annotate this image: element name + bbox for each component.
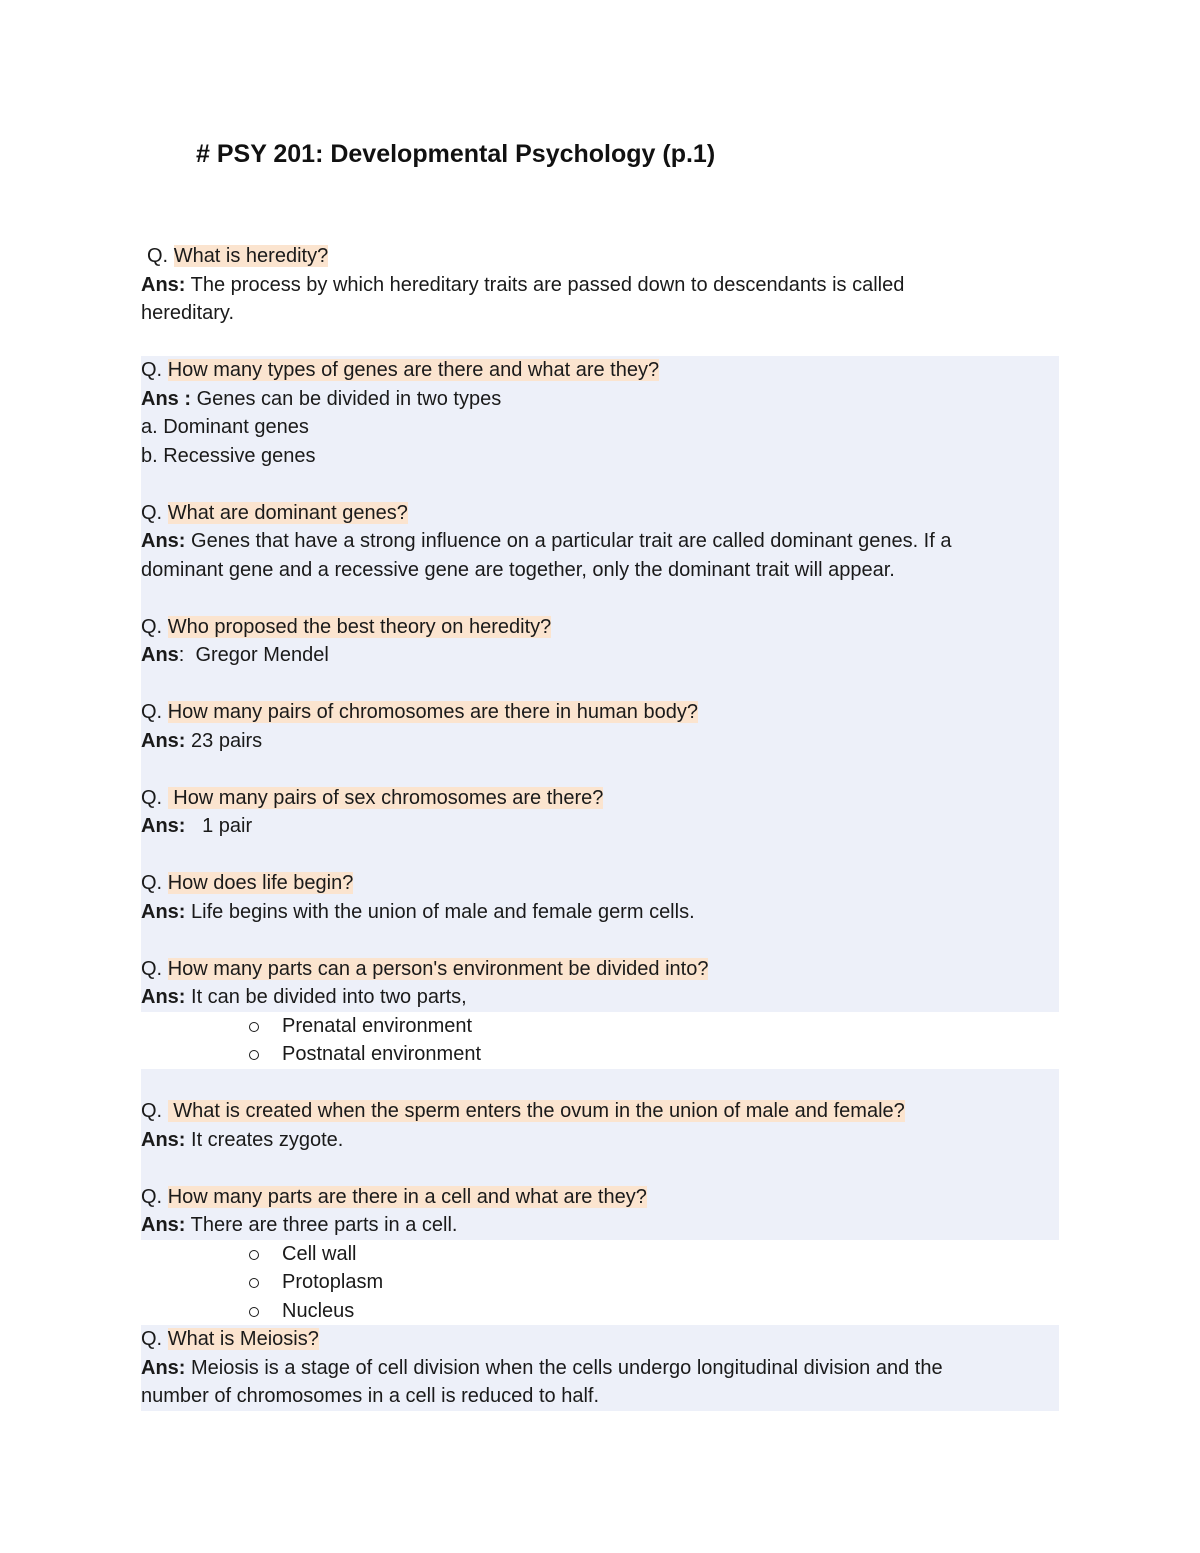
list-item: Protoplasm	[141, 1268, 1059, 1297]
question-prefix: Q.	[141, 1185, 163, 1208]
answer-line	[141, 727, 1059, 756]
question-prefix: Q.	[141, 786, 163, 809]
list-item: Prenatal environment	[141, 1012, 1059, 1041]
question-text: Who proposed the best theory on heredity?	[167, 615, 552, 638]
answer-text: hereditary.	[141, 302, 235, 324]
answer-text: 23 pairs	[191, 729, 263, 752]
answer-label: Ans:	[141, 273, 186, 296]
answer-label: Ans:	[141, 1214, 186, 1236]
answer-label: Ans:	[141, 986, 186, 1008]
bullet-list	[141, 1012, 1059, 1069]
answer-label: Ans:	[141, 1128, 186, 1151]
answer-line	[141, 1354, 1059, 1383]
qa-item	[141, 869, 1059, 926]
qa-item	[141, 499, 1059, 585]
answer-text: a. Dominant genes	[141, 416, 309, 438]
answer-text: Meiosis is a stage of cell division when the cells undergo longitudinal division and the	[191, 1356, 943, 1379]
answer-label: Ans	[141, 644, 179, 666]
hollow-circle-bullet-icon	[249, 1250, 259, 1260]
bullet-list	[141, 1240, 1059, 1326]
question-line	[141, 242, 1059, 271]
question-line	[141, 1325, 1059, 1354]
question-line	[141, 1097, 1059, 1126]
question-line	[141, 784, 1059, 813]
question-text: How many parts can a person's environment be divided into?	[167, 957, 709, 980]
answer-text: b. Recessive genes	[141, 444, 316, 467]
question-text: How does life begin?	[167, 872, 354, 894]
qa-item	[141, 242, 1059, 328]
answer-text: There are three parts in a cell.	[190, 1214, 458, 1236]
answer-text: number of chromosomes in a cell is reduced to half.	[141, 1385, 599, 1407]
answer-label: Ans:	[141, 900, 186, 923]
hollow-circle-bullet-icon	[249, 1278, 259, 1288]
question-prefix: Q.	[141, 501, 163, 524]
question-text: What are dominant genes?	[167, 501, 408, 524]
list-item: Cell wall	[141, 1240, 1059, 1269]
qa-item	[141, 784, 1059, 841]
question-line	[141, 869, 1059, 898]
question-prefix: Q.	[141, 872, 163, 894]
answer-line	[141, 898, 1059, 927]
question-text: What is created when the sperm enters the ovum in the union of male and female?	[167, 1100, 905, 1122]
qa-document	[141, 242, 1059, 1411]
question-line	[141, 698, 1059, 727]
question-text: How many parts are there in a cell and what are they?	[167, 1185, 647, 1208]
answer-label: Ans:	[141, 729, 186, 752]
list-item: Nucleus	[141, 1297, 1059, 1326]
qa-item	[141, 356, 1059, 470]
qa-item	[141, 1325, 1059, 1411]
question-prefix: Q.	[147, 245, 169, 267]
qa-item	[141, 1183, 1059, 1240]
answer-label: Ans :	[141, 387, 191, 410]
question-line	[141, 613, 1059, 642]
answer-line	[141, 1211, 1059, 1240]
answer-text: 1 pair	[191, 815, 253, 837]
answer-text: : Gregor Mendel	[178, 644, 329, 666]
answer-text: It can be divided into two parts,	[191, 986, 467, 1008]
question-text: What is heredity?	[173, 245, 329, 267]
answer-line	[141, 1126, 1059, 1155]
hollow-circle-bullet-icon	[249, 1050, 259, 1060]
answer-line	[141, 527, 1059, 556]
hollow-circle-bullet-icon	[249, 1307, 259, 1317]
answer-line	[141, 983, 1059, 1012]
shaded-section	[141, 1325, 1059, 1411]
question-text: What is Meiosis?	[167, 1328, 319, 1350]
answer-label: Ans:	[141, 1356, 186, 1379]
page-title: # PSY 201: Developmental Psychology (p.1)	[196, 140, 716, 168]
answer-text: It creates zygote.	[191, 1128, 344, 1151]
qa-item	[141, 955, 1059, 1012]
hollow-circle-bullet-icon	[249, 1022, 259, 1032]
question-text: How many types of genes are there and what are they?	[167, 359, 660, 381]
list-item: Postnatal environment	[141, 1040, 1059, 1069]
question-prefix: Q.	[141, 1100, 163, 1122]
qa-item	[141, 1097, 1059, 1154]
qa-item	[141, 698, 1059, 755]
question-line	[141, 356, 1059, 385]
answer-text: Genes that have a strong influence on a particular trait are called dominant genes. If a	[191, 530, 952, 552]
answer-line	[141, 641, 1059, 670]
question-prefix: Q.	[141, 615, 163, 638]
question-text: How many pairs of chromosomes are there in human body?	[167, 701, 698, 723]
answer-label: Ans:	[141, 815, 186, 837]
answer-text: The process by which hereditary traits are passed down to descendants is called	[190, 273, 905, 296]
qa-item	[141, 613, 1059, 670]
question-prefix: Q.	[141, 1328, 163, 1350]
question-prefix: Q.	[141, 701, 163, 723]
answer-text: dominant gene and a recessive gene are together, only the dominant trait will appear.	[141, 558, 895, 581]
question-prefix: Q.	[141, 359, 163, 381]
answer-label: Ans:	[141, 530, 186, 552]
shaded-section	[141, 356, 1059, 1012]
answer-line	[141, 812, 1059, 841]
answer-line	[141, 385, 1059, 414]
shaded-section	[141, 1069, 1059, 1240]
answer-text: Life begins with the union of male and female germ cells.	[191, 900, 695, 923]
answer-text: Genes can be divided in two types	[196, 387, 502, 410]
question-line	[141, 955, 1059, 984]
question-prefix: Q.	[141, 957, 163, 980]
question-text: How many pairs of sex chromosomes are there?	[167, 786, 604, 809]
answer-line	[141, 271, 1059, 300]
question-line	[141, 1183, 1059, 1212]
question-line	[141, 499, 1059, 528]
